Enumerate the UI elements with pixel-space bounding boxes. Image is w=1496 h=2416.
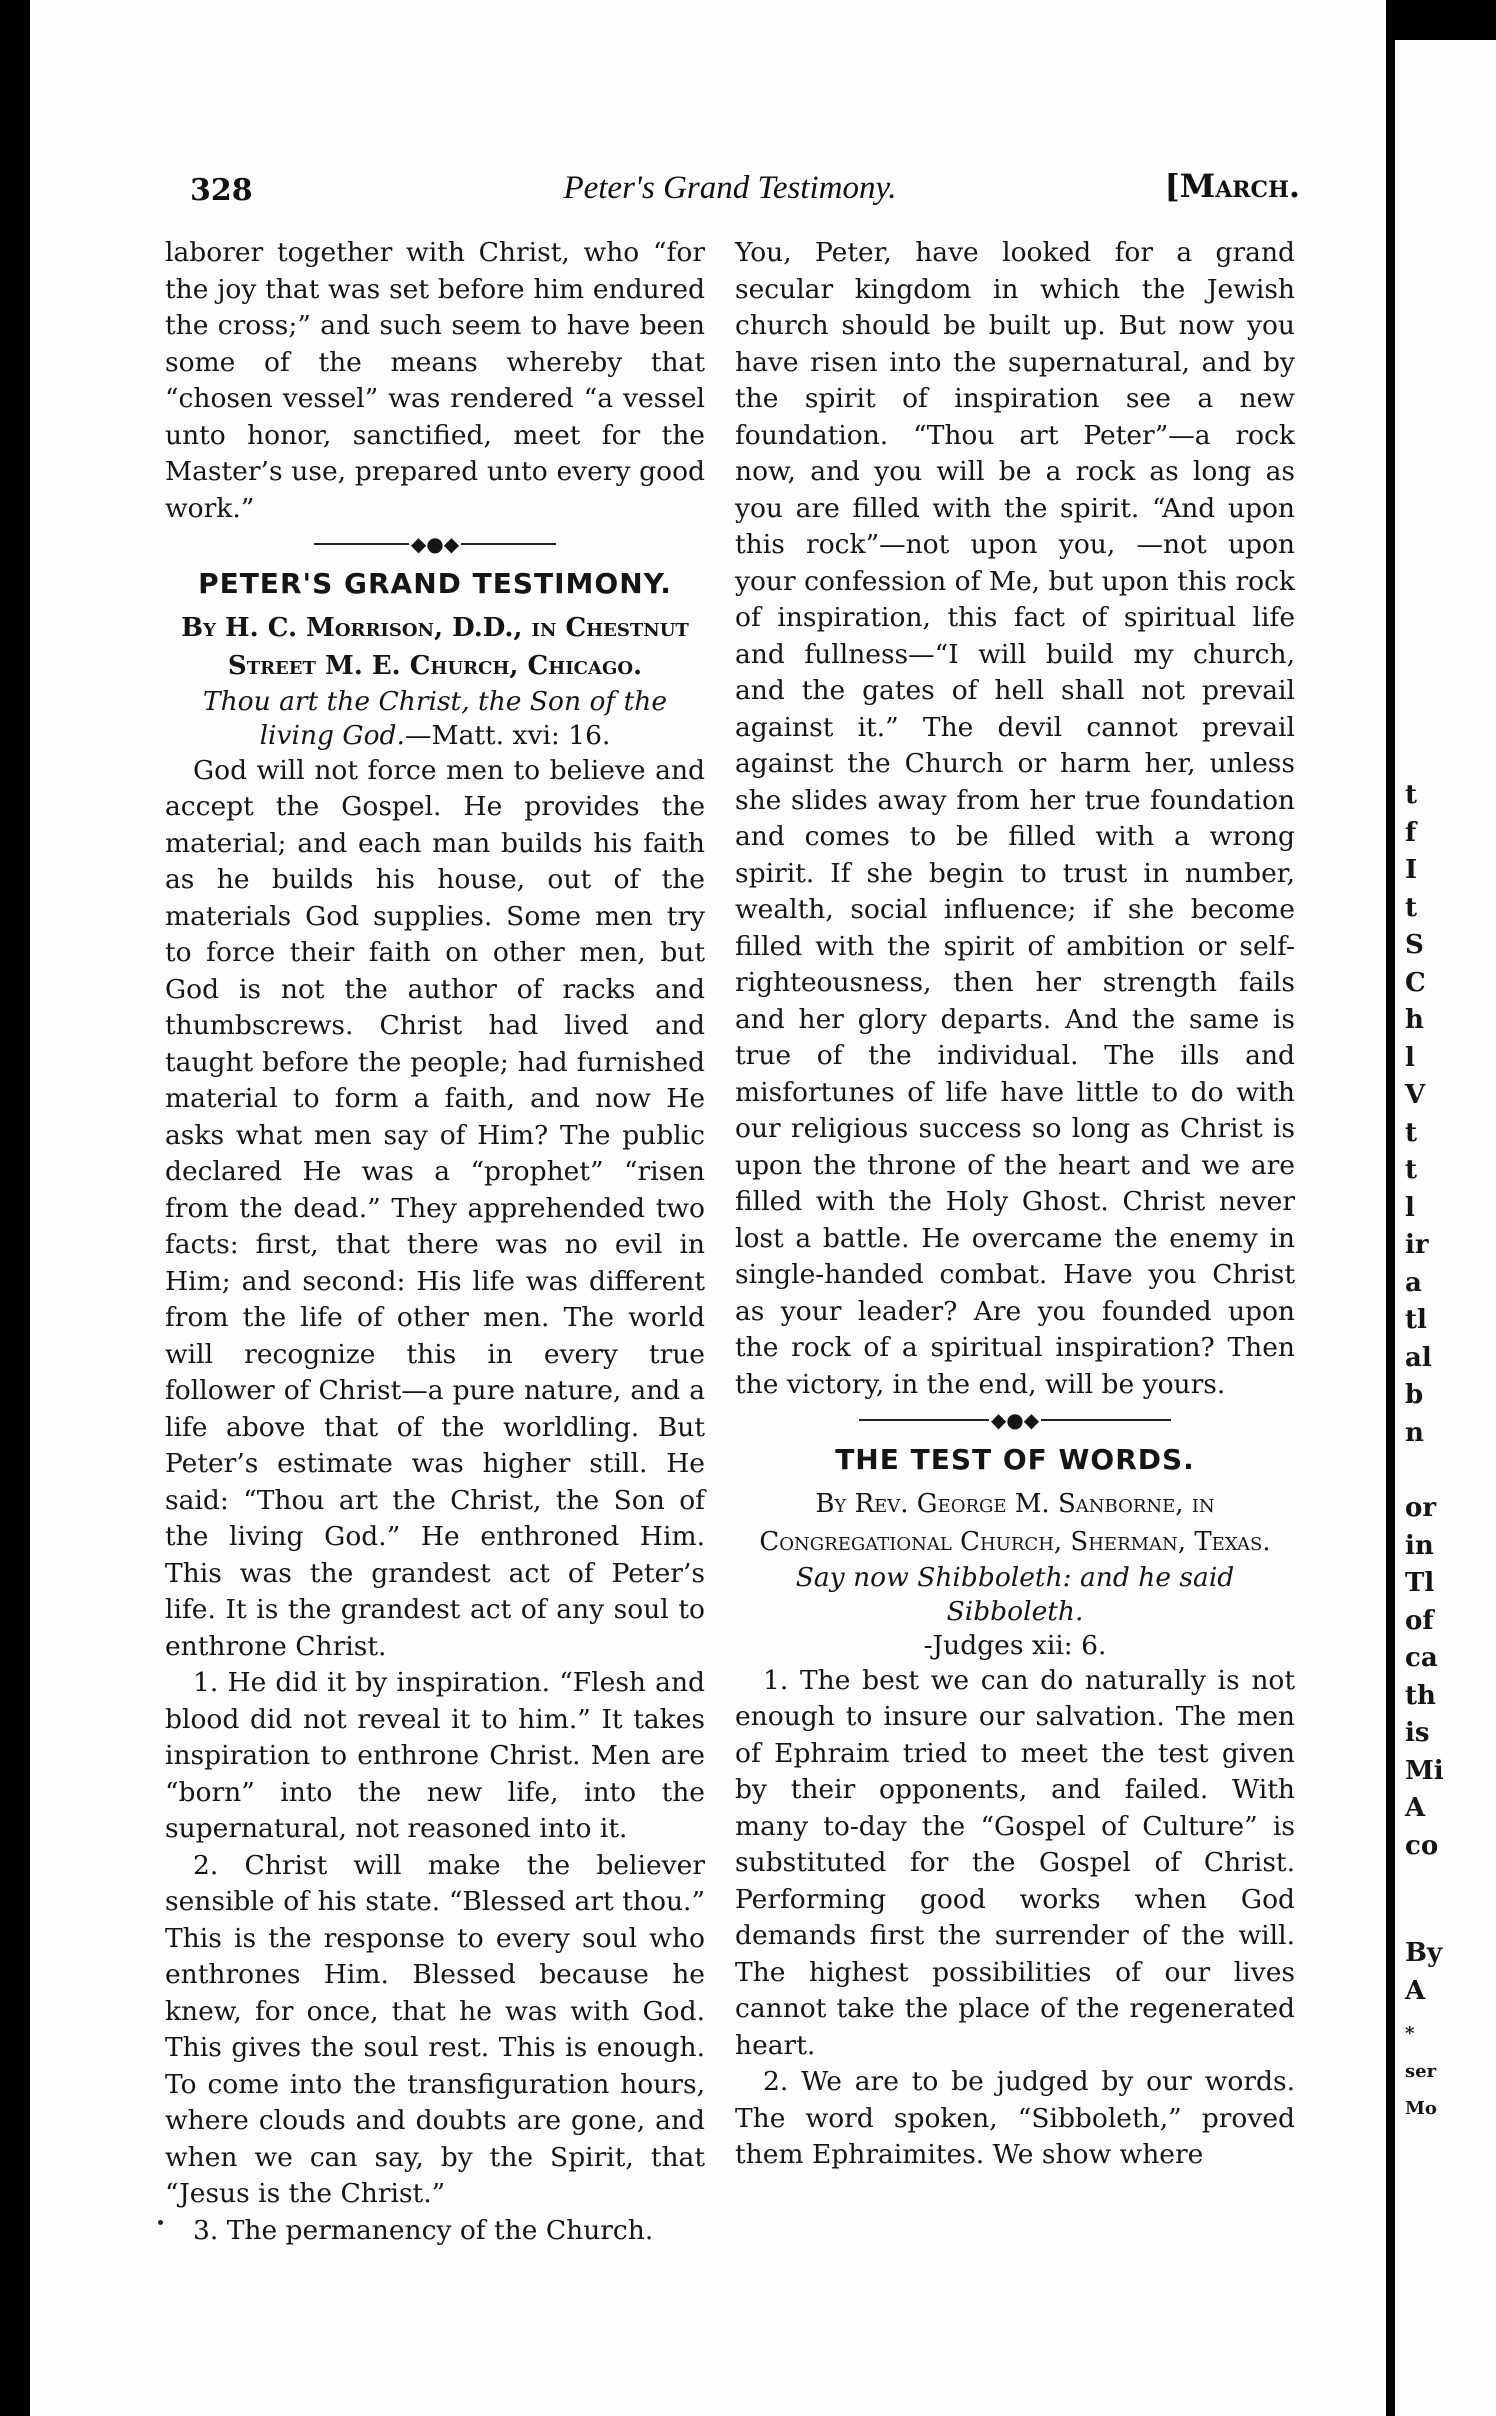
body-paragraph: You, Peter, have looked for a grand secular kingdom in which the Jewish church should be built up. But now you have risen into the supernatural, and by the spirit of inspiration see a new foundation. “Thou art Peter”—a rock now, and you will be a rock as long as you are filled with the spirit. “And upon this rock”—not upon you, —not upon your confession of Me, but upon this rock of inspiration, this fact of spiritual life and fullness—“I will build my church, and the gates of hell shall not prevail against it.” The devil cannot prevail against the Church or harm her, unless she slides away from her true foundation and comes to be filled with a wrong spirit. If she begin to trust in number, wealth, social influence; if she become filled with the spirit of ambition or self-righteousness, then her strength fails and her glory departs. And the same is true of the individual. The ills and misfortunes of life have little to do with our religious success so long as Christ is upon the throne of the heart and we are filled with the Holy Ghost. Christ never lost a battle. He overcame the enemy in single-handed combat. Have you Christ as your leader? Are you founded upon the rock of a spiritual inspiration? Then the victory, in the end, will be yours. <box>735 237 1295 1400</box>
edge-text-fragment: ser <box>1405 2060 1437 2082</box>
section-divider <box>165 531 705 556</box>
edge-text-fragment: S <box>1405 930 1424 960</box>
article-title: PETER'S GRAND TESTIMONY. <box>198 567 672 600</box>
edge-text-fragment: t <box>1405 892 1418 923</box>
scripture-quote: Say now Shibboleth: and he said Sibboleth. <box>795 1561 1235 1627</box>
edge-text-fragment: I <box>1405 855 1418 885</box>
article-byline: By Rev. George M. Sanborne, in Congregational Church, Sherman, Texas. <box>759 1488 1271 1557</box>
month-label: [March. <box>1164 167 1300 205</box>
edge-text-fragment: t <box>1405 780 1418 810</box>
body-paragraph: 2. Christ will make the believer sensible of his state. “Blessed art thou.” This is the response to every soul who enthrones Him. Blessed because he knew, for once, that he was with God. This gives the soul rest. This is enough. To come into the transfiguration hours, where clouds and doubts are gone, and when we can say, by the Spirit, that “Jesus is the Christ.” <box>165 1849 705 2209</box>
divider-line <box>461 543 556 545</box>
edge-text-fragment: Tl <box>1405 1568 1435 1598</box>
running-title: Peter's Grand Testimony. <box>563 170 897 206</box>
edge-text-fragment: l <box>1405 1042 1415 1073</box>
edge-text-fragment: of <box>1405 1605 1434 1636</box>
edge-text-fragment: al <box>1405 1342 1432 1373</box>
scripture-reference: —Matt. xvi: 16. <box>404 719 611 751</box>
scripture-text <box>165 685 705 753</box>
edge-text-fragment: n <box>1405 1417 1424 1448</box>
edge-text-fragment: C <box>1405 967 1426 998</box>
page-number: 328 <box>190 173 253 208</box>
edge-text-fragment: b <box>1405 1380 1424 1410</box>
edge-text-fragment: ir <box>1405 1230 1429 1260</box>
body-paragraph: God will not force men to believe and accept the Gospel. He provides the material; and each man builds his faith as he builds his house, out of the materials God supplies. Some men try to force their faith on other men, but God is not the author of racks and thumbscrews. Christ had lived and taught before the people; had furnished material to form a faith, and now He asks what men say of Him? The public declared He was a “prophet” “risen from the dead.” They apprehended two facts: first, that there was no evil in Him; and second: His life was different from the life of other men. The world will recognize this in every true follower of Christ—a pure nature, and a life above that of the worldling. But Peter’s estimate was higher still. He said: “Thou art the Christ, the Son of the living God.” He enthroned Him. This was the grandest act of Peter’s life. It is the grandest act of any soul to enthrone Christ. <box>165 754 705 1662</box>
body-paragraph: 3. The permanency of the Church. <box>193 2214 654 2246</box>
divider-line <box>859 1419 989 1421</box>
edge-text-fragment: co <box>1405 1830 1439 1861</box>
edge-text-fragment: By <box>1405 1938 1443 1968</box>
edge-text-fragment: V <box>1405 1080 1426 1110</box>
body-paragraph: 1. He did it by inspiration. “Flesh and blood did not reveal it to him.” It takes inspiration to enthrone Christ. Men are “born” into the new life, into the supernatural, not reasoned into it. <box>165 1667 705 1844</box>
page-header <box>160 165 1300 225</box>
divider-ornament-icon: ◆●◆ <box>410 532 460 556</box>
edge-text-fragment: is <box>1405 1718 1430 1748</box>
body-paragraph: 2. We are to be judged by our words. The word spoken, “Sibboleth,” proved them Ephraimites. We show where <box>735 2066 1295 2170</box>
edge-text-fragment: * <box>1405 2023 1415 2044</box>
article-byline: By H. C. Morrison, D.D., in Chestnut <box>181 612 689 643</box>
book-page <box>30 0 1386 2416</box>
edge-text-fragment: Mi <box>1405 1755 1444 1786</box>
edge-text-fragment: h <box>1405 1005 1424 1035</box>
edge-text-fragment: ca <box>1405 1643 1438 1673</box>
divider-ornament-icon: ◆●◆ <box>990 1408 1040 1432</box>
edge-text-fragment: tl <box>1405 1305 1427 1335</box>
edge-text-fragment: in <box>1405 1530 1434 1561</box>
edge-text-fragment: or <box>1405 1493 1437 1523</box>
article-title: THE TEST OF WORDS. <box>835 1443 1195 1476</box>
article-byline: Street M. E. Church, Chicago. <box>227 650 643 681</box>
edge-text-fragment: Mo <box>1405 2098 1437 2119</box>
edge-text-fragment: f <box>1405 817 1417 848</box>
right-column <box>735 235 1295 2174</box>
print-speck <box>158 2220 163 2225</box>
edge-text-fragment: a <box>1405 1267 1422 1298</box>
section-divider <box>735 1407 1295 1432</box>
body-paragraph: 1. The best we can do naturally is not enough to insure our salvation. The men of Ephraim tried to meet the test given by their opponents, and failed. With many to-day the “Gospel of Culture” is substituted for the Gospel of Christ. Performing good works when God demands first the surrender of the will. The highest possibilities of our lives cannot take the place of the regenerated heart. <box>735 1664 1295 2061</box>
scripture-text <box>735 1561 1295 1663</box>
edge-text-fragment: l <box>1405 1192 1415 1223</box>
left-column <box>165 235 705 2249</box>
scripture-reference: -Judges xii: 6. <box>923 1629 1107 1661</box>
divider-line <box>1041 1419 1171 1421</box>
edge-text-fragment: th <box>1405 1680 1436 1711</box>
divider-line <box>314 543 409 545</box>
edge-text-fragment: A <box>1405 1975 1426 2006</box>
facing-page-edge <box>1395 40 1496 2416</box>
edge-text-fragment: t <box>1405 1117 1418 1148</box>
edge-text-fragment: t <box>1405 1155 1418 1185</box>
edge-text-fragment: A <box>1405 1793 1426 1823</box>
scripture-quote: Thou art the Christ, the Son of the living God. <box>202 685 668 751</box>
intro-paragraph: laborer together with Christ, who “for the joy that was set before him endured the cross;” and such seem to have been some of the means whereby that “chosen vessel” was rendered “a vessel unto honor, sanctified, meet for the Master’s use, prepared unto every good work.” <box>165 237 705 524</box>
